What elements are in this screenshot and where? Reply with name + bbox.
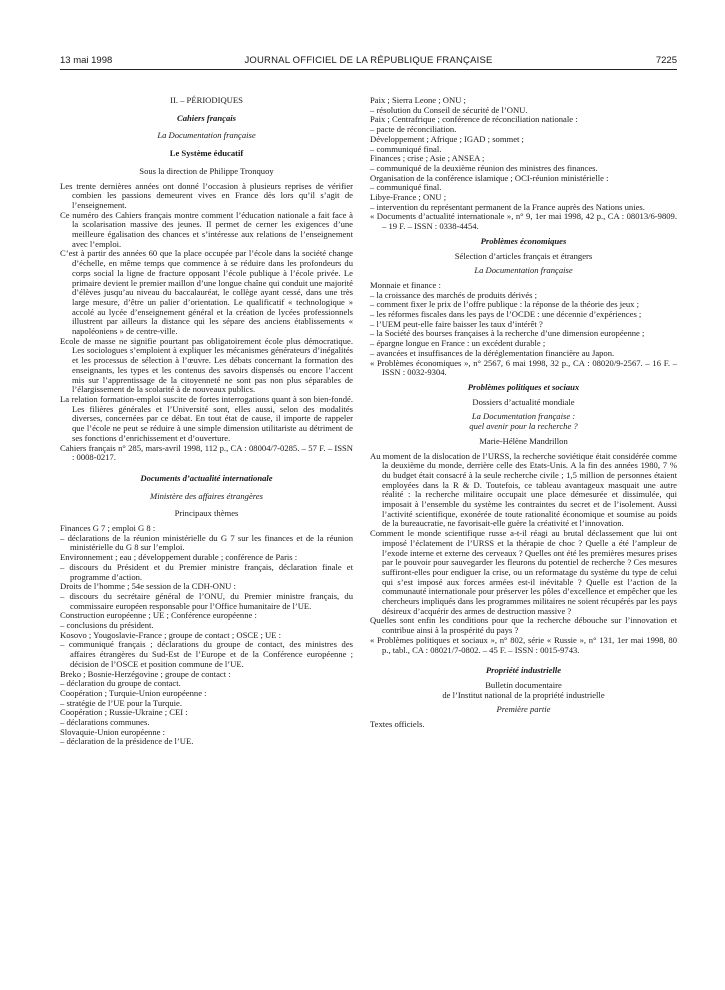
reference-line: « Problèmes économiques », n° 2567, 6 mai 1998, 32 p., CA : 08020/9-2567. – 16 F. – ISSN : 0032-9304. (370, 357, 677, 378)
list-item-detail: – avancées et insuffisances de la déréglementation financière au Japon. (370, 347, 615, 358)
list-item-detail: – comment fixer le prix de l’offre publique : la réponse de la théorie des jeux ; (370, 299, 640, 310)
list-item-heading: Libye-France ; ONU ; (370, 192, 447, 203)
header-date: 13 mai 1998 (60, 55, 113, 66)
issue-subtitle: quel avenir pour la recherche ? (469, 421, 578, 432)
list-item-detail: – intervention du représentant permanent de la France auprès des Nations unies. (370, 201, 645, 212)
bulletin-line: Bulletin documentaire (485, 679, 562, 690)
contents-list (370, 281, 677, 359)
themes-heading: Principaux thèmes (174, 508, 239, 519)
issue-subtitle: Le Système éducatif (169, 148, 244, 159)
list-item-detail: – déclarations de la réunion ministérielle du G 7 sur les finances et de la réunion ministérielle du G 8 sur l’emploi. (60, 532, 353, 553)
list-item-detail: – conclusions du président. (60, 620, 154, 631)
body-paragraph: Au moment de la dislocation de l’URSS, la recherche soviétique était considérée comme la deuxième du monde, derrière celle des Etats-Unis. A la fin des années 1980, 7 % du budget était consacré à la seule recherche civile ; 1,5 million de personnes étaient employées dans la R & D. Toutefois, ce tableau avantageux masquait une autre réalité : la recherche militaire occupait une place démesurée et dissimulée, qui imposait à l’ensemble du système les contraintes du secret et de l’isolement. Aussi l’activité scientifique, exonérée de toute rationalité économique et soumise au poids de la bureaucratie, ne favorisait-elle guère la créativité et l’innovation. (370, 450, 677, 529)
journal-title: JOURNAL OFFICIEL DE LA RÉPUBLIQUE FRANÇAISE (244, 55, 493, 66)
bulletin-line: de l’Institut national de la propriété industrielle (442, 689, 605, 700)
part-line: Première partie (496, 704, 551, 715)
list-item-detail: – communiqué final. (370, 182, 442, 193)
reference-line: « Problèmes politiques et sociaux », n° 802, série « Russie », n° 131, 1er mai 1998, 80 p., tabl., CA : 08021/7-0802. – 45 F. – ISSN : 0015-9743. (370, 634, 677, 655)
list-item-detail: – résolution du Conseil de sécurité de l’ONU. (370, 104, 528, 115)
reference-line: Cahiers français n° 285, mars-avril 1998, 112 p., CA : 08004/7-0285. – 57 F. – ISSN : 0008-0217. (60, 442, 353, 463)
list-item-heading: Organisation de la conférence islamique ; OCI-réunion ministérielle : (370, 172, 609, 183)
list-item-detail: – discours du secrétaire général de l’ONU, du Premier ministre français, du commissaire européen responsable pour l’Office humanitaire de l’UE. (60, 590, 353, 611)
list-item-detail: – déclaration de la présidence de l’UE. (60, 736, 194, 747)
left-column (60, 96, 353, 747)
list-item-heading: Environnement ; eau ; développement durable ; conférence de Paris : (60, 552, 298, 563)
reference-line: « Documents d’actualité internationale », n° 9, 1er mai 1998, 42 p., CA : 08013/6-9809. – 19 F. – ISSN : 0338-4454. (370, 211, 677, 232)
list-item-detail: – stratégie de l’UE pour la Turquie. (60, 697, 182, 708)
title-propriete-industrielle: Propriété industrielle (485, 665, 562, 676)
list-item-heading: Paix ; Sierra Leone ; ONU ; (370, 95, 466, 105)
body-paragraph: Comment le monde scientifique russe a-t-il réagi au brutal déclassement que lui ont imposé l’éclatement de l’URSS et la thérapie de choc ? Quelle a été l’ampleur de l’exode interne et externe des cerveaux ? Quelles ont été les premières mesures prises par le pouvoir pour sauvegarder les fleurons du potentiel de recherche ? Ces mesures suffiront-elles pour endiguer la crise, ou un reformatage du système du type de celui qui s’est imposé aux forces armées est-il inévitable ? Quelle est l’action de la communauté internationale pour préserver les pôles d’excellence et empêcher que les chercheurs impliqués dans les programmes militaires ne soient récupérés par les pays désireux d’acquérir des armes de destruction massive ? (370, 528, 677, 616)
list-item-heading: Droits de l’homme ; 54e session de la CDH-ONU : (60, 581, 236, 592)
ministry-line: Ministère des affaires étrangères (150, 490, 263, 501)
direction-line: Sous la direction de Philippe Tronquoy (139, 165, 274, 176)
list-item-detail: – la croissance des marchés de produits dérivés ; (370, 289, 538, 300)
list-item-detail: – communiqué de la deuxième réunion des ministres des finances. (370, 162, 598, 173)
body-paragraph: Les trente dernières années ont donné l’occasion à plusieurs reprises de vérifier combien les passions demeurent vives en France dès lors qu’il s’agit de l’enseignement. (60, 180, 353, 210)
header-rule (60, 69, 677, 70)
list-item-detail: – communiqué français ; déclarations du groupe de contact, des ministres des affaires étrangères du Sud-Est de l’Europe et de la Conférence européenne ; décision de l’OSCE et position commune de l’UE. (60, 639, 353, 669)
body-paragraph: Ecole de masse ne signifie pourtant pas obligatoirement école plus démocratique. Les sociologues s’emploient à expliquer les mécanismes générateurs d’inégalités et les processus de sélection à l’œuvre. Les débats concernant la formation des enseignants, les types et les contenus des savoirs dispensés ou encore l’accent mis sur l’apprentissage de la citoyenneté ne sont pas non plus séparables de l’élargissement de la scolarité à de nouveaux publics. (60, 335, 353, 395)
list-item-detail: – l’UEM peut-elle faire baisser les taux d’intérêt ? (370, 318, 543, 329)
list-item-heading: Monnaie et finance : (370, 279, 441, 290)
publisher-line: La Documentation française (474, 265, 573, 276)
section-heading: II. – PÉRIODIQUES (170, 95, 243, 105)
list-item-detail: – épargne longue en France : un excédent durable ; (370, 338, 546, 349)
list-item-heading: Coopération ; Turquie-Union européenne : (60, 687, 207, 698)
title-documents-actualite: Documents d’actualité internationale (140, 472, 273, 483)
publisher-line: La Documentation française (157, 130, 256, 141)
list-item-heading: Kosovo ; Yougoslavie-France ; groupe de contact ; OSCE ; UE : (60, 629, 282, 640)
list-item-heading: Finances ; crise ; Asie ; ANSEA ; (370, 153, 485, 164)
list-item-heading: Finances G 7 ; emploi G 8 : (60, 523, 156, 534)
list-item-heading: Coopération ; Russie-Ukraine ; CEI : (60, 707, 188, 718)
list-item-detail: – discours du Président et du Premier ministre français, déclaration finale et programme d’action. (60, 561, 353, 582)
list-item-heading: Développement ; Afrique ; IGAD ; sommet ; (370, 133, 524, 144)
publisher-line: La Documentation française : (471, 411, 576, 422)
list-item-heading: Breko ; Bosnie-Herzégovine ; groupe de contact : (60, 668, 231, 679)
list-item-detail: – la Société des bourses françaises à la recherche d’une dimension européenne ; (370, 328, 645, 339)
list-item-detail: – pacte de réconciliation. (370, 124, 457, 135)
title-cahiers-francais: Cahiers français (177, 112, 236, 123)
page-number: 7225 (655, 55, 677, 66)
list-item-detail: – déclarations communes. (60, 717, 150, 728)
right-column (370, 96, 677, 730)
list-item-detail: – déclaration du groupe de contact. (60, 678, 181, 689)
body-paragraph: C’est à partir des années 60 que la place occupée par l’école dans la société change d’échelle, en même temps que commence à se réduire dans les profondeurs du corps social la ligne de fracture opposant l’école publique à l’école privée. Le primaire devient le premier maillon d’une longue chaîne qui conduit une majorité d’élèves jusqu’au niveau du baccalauréat, le collège ayant cessé, dans une très large mesure, d’être un palier d’orientation. Le qualificatif « technologique » accolé au lycée d’enseignement général et la création de lycées professionnels illustrent par ailleurs la distance qui les sépare des anciens établissements « napoléoniens » de centre-ville. (60, 248, 353, 337)
dossiers-line: Dossiers d’actualité mondiale (472, 396, 575, 407)
list-item-heading: Paix ; Centrafrique ; conférence de réconciliation nationale : (370, 114, 578, 125)
list-item-heading: Construction européenne ; UE ; Conférence européenne : (60, 610, 257, 621)
body-paragraph: Quelles sont enfin les conditions pour que la recherche débouche sur l’innovation et contribue ainsi à la prospérité du pays ? (370, 615, 677, 636)
author-line: Marie-Hélène Mandrillon (479, 435, 568, 446)
themes-list-continued (370, 96, 677, 212)
title-problemes-politiques: Problèmes politiques et sociaux (467, 381, 580, 392)
themes-list (60, 524, 353, 747)
title-problemes-economiques: Problèmes économiques (480, 235, 567, 246)
list-item-heading: Slovaquie-Union européenne : (60, 726, 166, 737)
body-paragraph: Ce numéro des Cahiers français montre comment l’éducation nationale a fait face à la scolarisation massive des jeunes. Il permet de cerner les exigences d’une meilleure égalisation des chances et s’intéresse aux relations de l’enseignement avec l’emploi. (60, 209, 353, 249)
page-header (60, 55, 677, 69)
selection-line: Sélection d’articles français et étrangers (454, 250, 593, 261)
list-item-detail: – communiqué final. (370, 143, 442, 154)
list-item-detail: – les réformes fiscales dans les pays de l’OCDE : une décennie d’expériences ; (370, 309, 642, 320)
texts-line: Textes officiels. (370, 719, 425, 730)
body-paragraph: La relation formation-emploi suscite de fortes interrogations quant à son bien-fondé. Les filières générales et l’Université sont, elles aussi, selon des modalités diverses, concernées par ce débat. En tout état de cause, il importe de rappeler que l’école ne peut se réduire à une simple dimension utilitariste au détriment de ses fonctions d’enrichissement et d’ouverture. (60, 393, 353, 443)
